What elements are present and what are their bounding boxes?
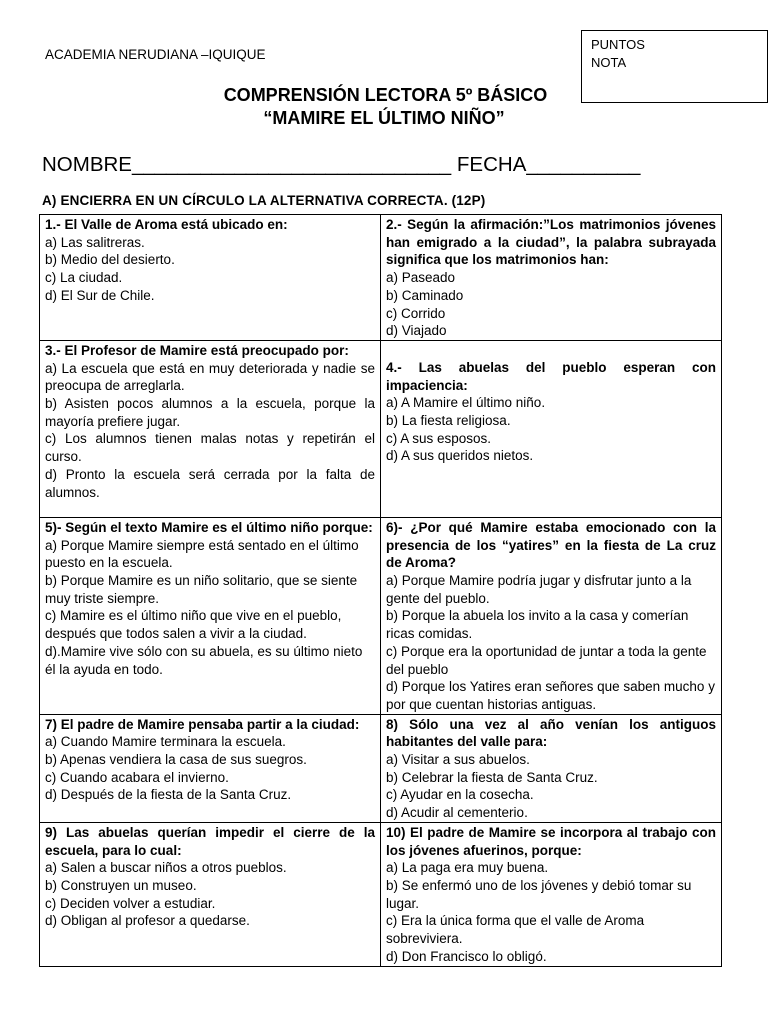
- question-1-text: 1.- El Valle de Aroma está ubicado en:: [45, 217, 288, 232]
- question-6-option-a: a) Porque Mamire podría jugar y disfrutar junto a la gente del pueblo.: [386, 573, 692, 606]
- table-row: [40, 215, 722, 341]
- question-4-option-c: c) A sus esposos.: [386, 430, 492, 446]
- table-row: [40, 517, 722, 714]
- question-4-cell: [381, 340, 722, 517]
- question-10-option-a: a) La paga era muy buena.: [386, 860, 549, 876]
- questions-table: [39, 214, 722, 967]
- question-3-option-b: b) Asisten pocos alumnos a la escuela, porque la mayoría prefiere jugar.: [45, 396, 375, 429]
- question-2-option-c: c) Corrido: [386, 305, 446, 321]
- question-10-option-d: d) Don Francisco lo obligó.: [386, 948, 547, 964]
- question-5-cell: [40, 517, 381, 714]
- document-title: [0, 84, 768, 130]
- question-4-option-a: a) A Mamire el último niño.: [386, 395, 546, 411]
- question-9-option-c: c) Deciden volver a estudiar.: [45, 895, 216, 911]
- question-1-option-d: d) El Sur de Chile.: [45, 287, 155, 303]
- question-8-text: 8) Sólo una vez al año venían los antiguos habitantes del valle para:: [386, 716, 716, 750]
- question-1-option-c: c) La ciudad.: [45, 270, 123, 286]
- question-4-option-d: d) A sus queridos nietos.: [386, 448, 534, 464]
- question-1-option-a: a) Las salitreras.: [45, 234, 145, 250]
- question-2-option-d: d) Viajado: [386, 323, 447, 339]
- question-7-text: 7) El padre de Mamire pensaba partir a la ciudad:: [45, 716, 360, 732]
- question-10-text: 10) El padre de Mamire se incorpora al trabajo con los jóvenes afuerinos, porque:: [386, 824, 716, 858]
- name-date-field: NOMBRE____________________________ FECHA__________: [42, 153, 641, 176]
- question-8-option-c: c) Ayudar en la cosecha.: [386, 787, 534, 803]
- question-3-cell: [40, 340, 381, 517]
- school-name: ACADEMIA NERUDIANA –IQUIQUE: [45, 47, 266, 62]
- question-2-text: 2.- Según la afirmación:”Los matrimonios jóvenes han emigrado a la ciudad”, la palabra subrayada significa que los matrimonios han:: [386, 217, 716, 268]
- table-row: [40, 822, 722, 966]
- question-9-option-b: b) Construyen un museo.: [45, 877, 197, 893]
- question-7-cell: [40, 714, 381, 822]
- score-label: PUNTOS: [591, 37, 645, 52]
- question-3-option-d: d) Pronto la escuela será cerrada por la falta de alumnos.: [45, 466, 375, 500]
- question-9-cell: [40, 822, 381, 966]
- title-line-2: “MAMIRE EL ÚLTIMO NIÑO”: [263, 108, 505, 128]
- question-2-cell: [381, 215, 722, 341]
- question-8-option-a: a) Visitar a sus abuelos.: [386, 752, 530, 768]
- section-a-instruction: A) ENCIERRA EN UN CÍRCULO LA ALTERNATIVA CORRECTA. (12P): [42, 193, 486, 208]
- question-9-option-d: d) Obligan al profesor a quedarse.: [45, 913, 250, 929]
- question-2-option-b: b) Caminado: [386, 287, 464, 303]
- question-4-text: 4.- Las abuelas del pueblo esperan con impaciencia:: [386, 359, 716, 393]
- question-1-cell: [40, 215, 381, 341]
- question-8-option-b: b) Celebrar la fiesta de Santa Cruz.: [386, 769, 598, 785]
- table-row: [40, 714, 722, 822]
- question-1-option-b: b) Medio del desierto.: [45, 252, 175, 268]
- grade-label: NOTA: [591, 55, 627, 70]
- question-6-text: 6)- ¿Por qué Mamire estaba emocionado con la presencia de los “yatires” en la fiesta de La cruz de Aroma?: [386, 519, 716, 571]
- question-6-option-d: d) Porque los Yatires eran señores que saben mucho y por que cuentan historias antiguas.: [386, 679, 715, 712]
- question-6-cell: [381, 517, 722, 714]
- question-7-option-d: d) Después de la fiesta de la Santa Cruz.: [45, 787, 292, 803]
- question-7-option-c: c) Cuando acabara el invierno.: [45, 769, 229, 785]
- question-6-option-b: b) Porque la abuela los invito a la casa y comerían ricas comidas.: [386, 608, 689, 642]
- question-7-option-a: a) Cuando Mamire terminara la escuela.: [45, 734, 286, 750]
- question-4-option-b: b) La fiesta religiosa.: [386, 413, 511, 429]
- question-5-option-c: c) Mamire es el último niño que vive en el pueblo, después que todos salen a vivir a la ciudad.: [45, 608, 342, 642]
- question-3-text: 3.- El Profesor de Mamire está preocupado por:: [45, 342, 349, 358]
- question-2-option-a: a) Paseado: [386, 270, 456, 286]
- title-line-1: COMPRENSIÓN LECTORA 5º BÁSICO: [223, 85, 548, 105]
- question-7-option-b: b) Apenas vendiera la casa de sus suegros.: [45, 752, 307, 768]
- question-10-option-c: c) Era la única forma que el valle de Aroma sobreviviera.: [386, 913, 645, 947]
- question-6-option-c: c) Porque era la oportunidad de juntar a toda la gente del pueblo: [386, 643, 707, 677]
- question-8-cell: [381, 714, 722, 822]
- question-9-text: 9) Las abuelas querían impedir el cierre de la escuela, para lo cual:: [45, 824, 375, 858]
- table-row: [40, 340, 722, 517]
- question-3-option-a: a) La escuela que está en muy deteriorada y nadie se preocupa de arreglarla.: [45, 360, 375, 394]
- question-5-option-b: b) Porque Mamire es un niño solitario, que se siente muy triste siempre.: [45, 573, 358, 606]
- question-10-cell: [381, 822, 722, 966]
- question-5-text: 5)- Según el texto Mamire es el último niño porque:: [45, 519, 373, 535]
- question-8-option-d: d) Acudir al cementerio.: [386, 805, 528, 821]
- question-9-option-a: a) Salen a buscar niños a otros pueblos.: [45, 860, 287, 876]
- question-5-option-d: d).Mamire vive sólo con su abuela, es su último nieto él la ayuda en todo.: [45, 643, 363, 677]
- question-10-option-b: b) Se enfermó uno de los jóvenes y debió tomar su lugar.: [386, 877, 692, 911]
- question-5-option-a: a) Porque Mamire siempre está sentado en el último puesto en la escuela.: [45, 537, 359, 571]
- question-3-option-c: c) Los alumnos tienen malas notas y repetirán el curso.: [45, 431, 375, 465]
